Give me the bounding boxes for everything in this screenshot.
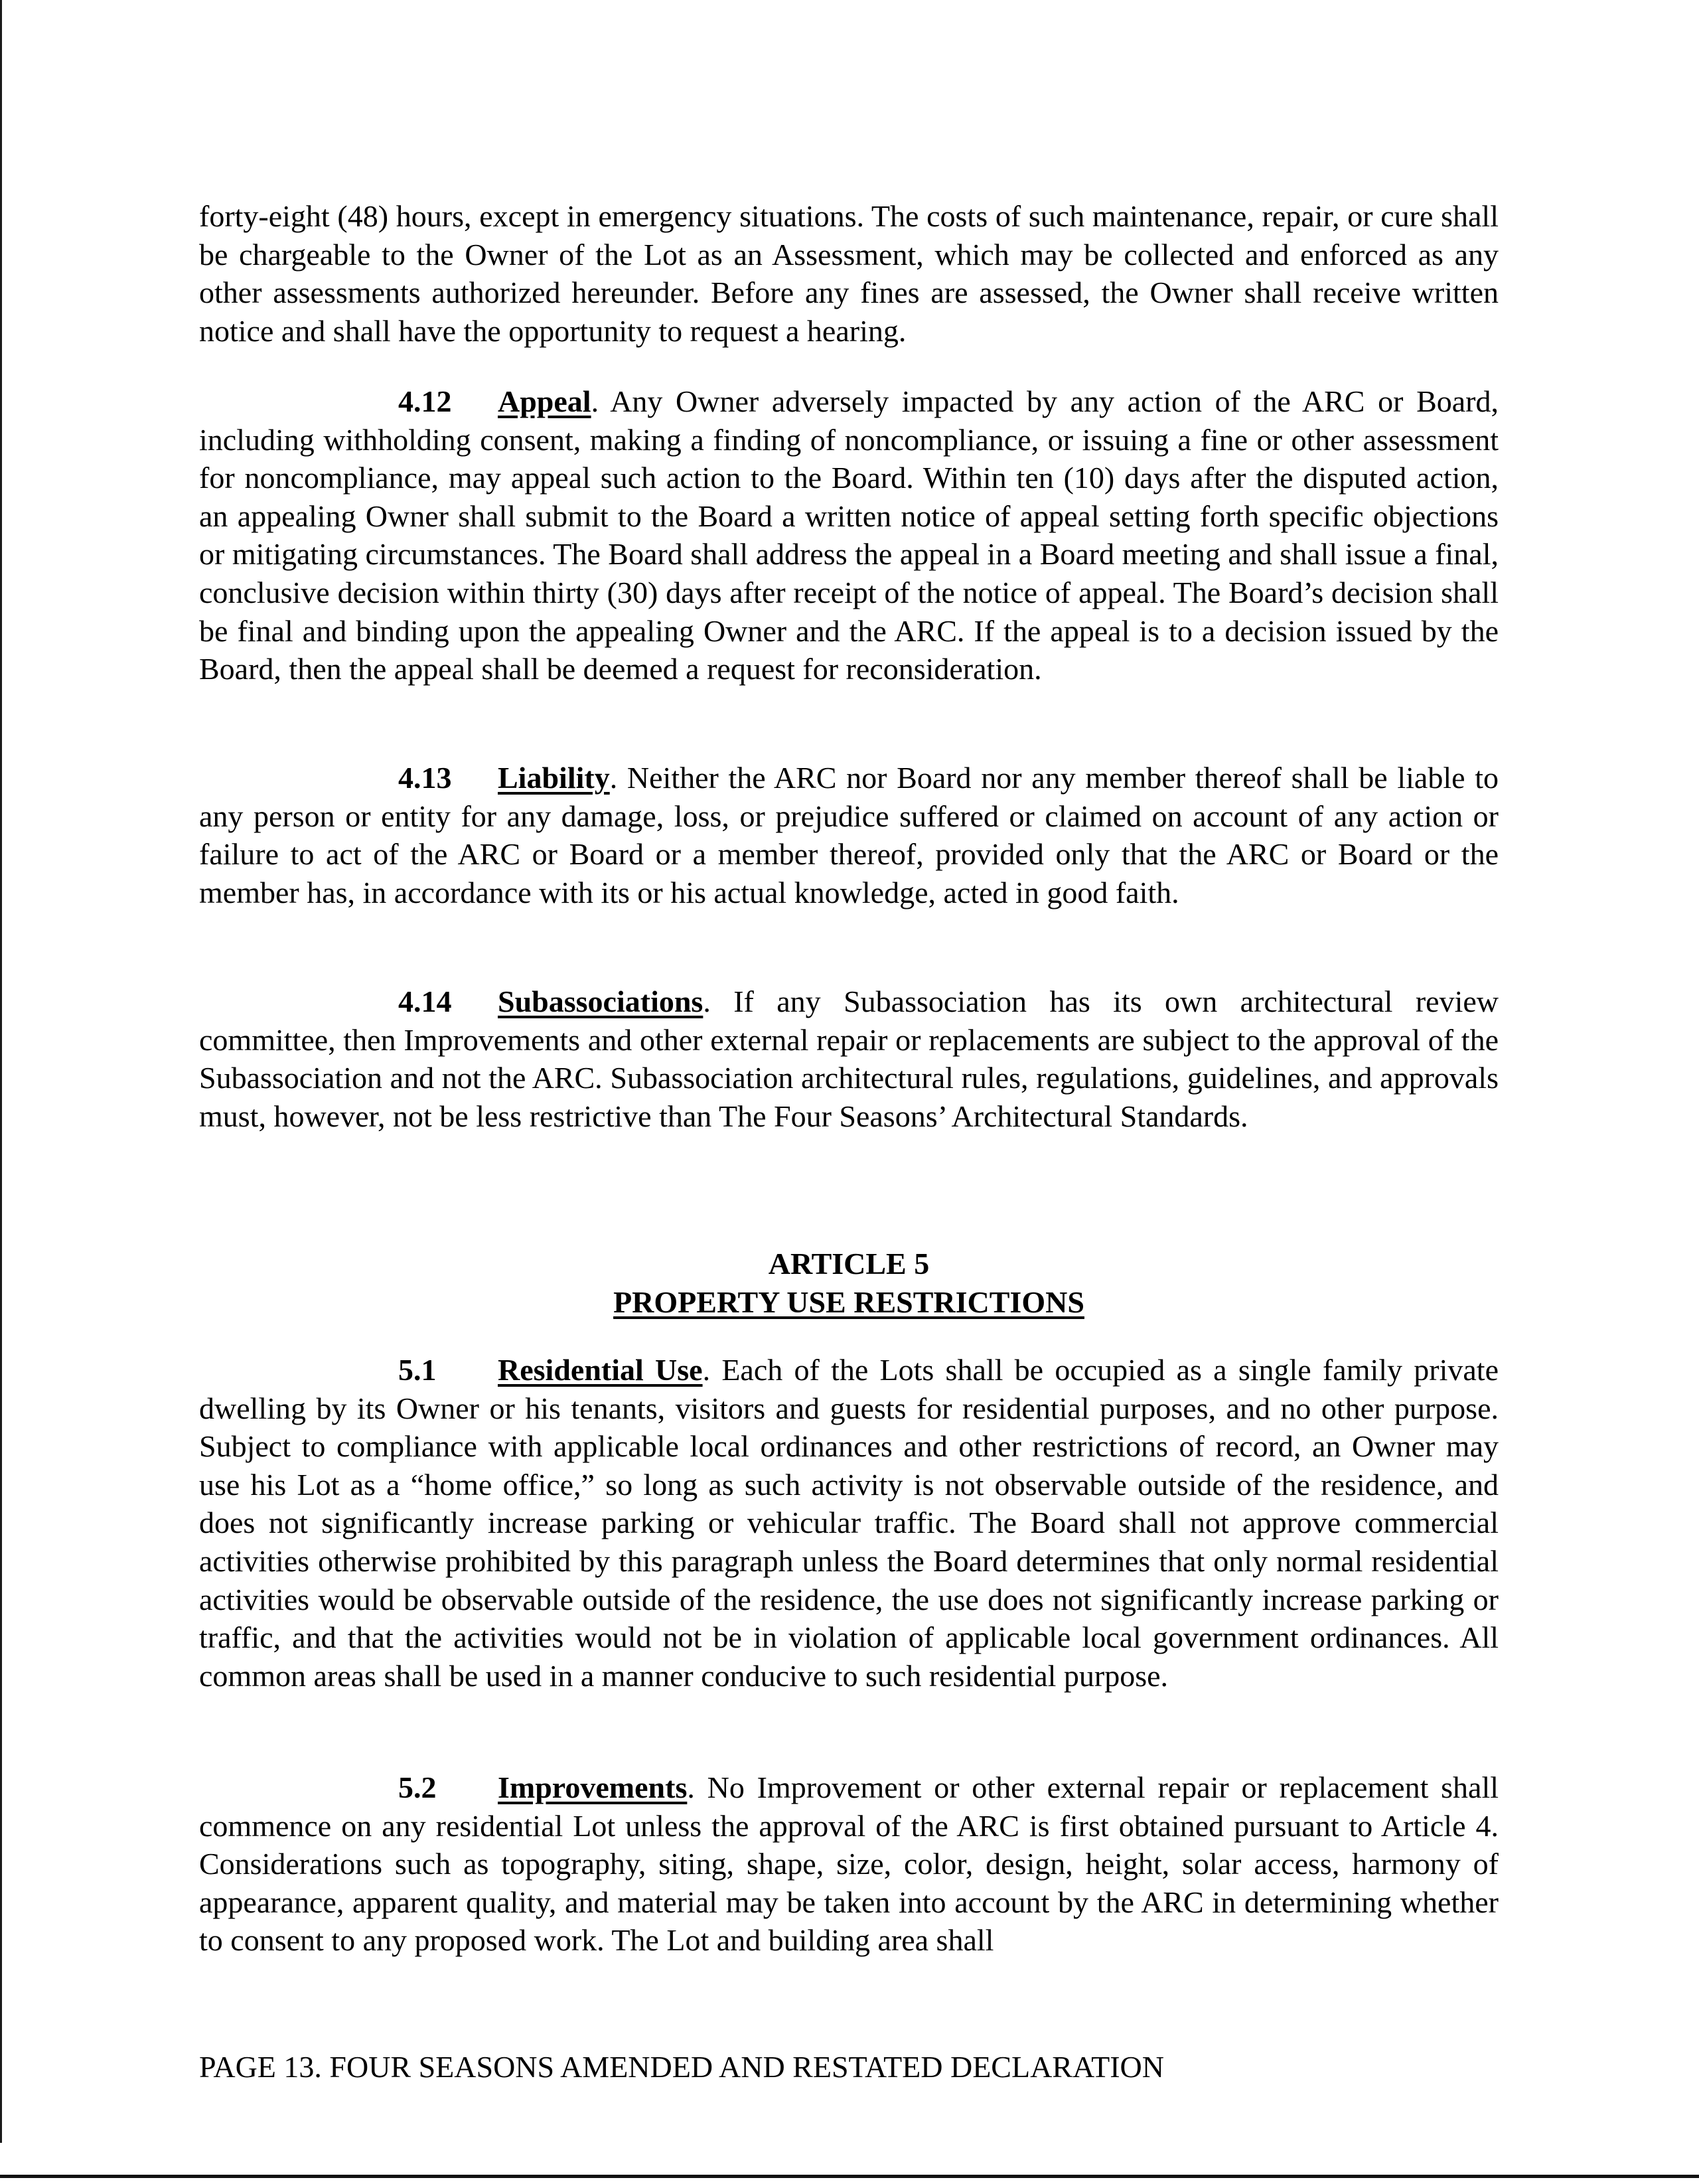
section-number: 4.14 bbox=[398, 984, 452, 1018]
section-body: . Any Owner adversely impacted by any action of the ARC or Board, including withholding consent, making a finding of noncompliance, or issuing a fine or other assessment for noncompliance, may appeal such action to the Board. Within ten (10) days after the disputed action, an appealing Owner shall submit to the Board a written notice of appeal setting forth specific objections or mitigating circumstances. The Board shall address the appeal in a Board meeting and shall issue a final, conclusive decision within thirty (30) days after receipt of the notice of appeal. The Board’s decision shall be final and binding upon the appealing Owner and the ARC. If the appeal is to a decision issued by the Board, then the appeal shall be deemed a request for reconsideration. bbox=[199, 384, 1499, 686]
section-4-12 bbox=[199, 382, 1499, 688]
article-heading bbox=[199, 1245, 1499, 1322]
section-number: 5.1 bbox=[398, 1353, 437, 1387]
section-body: . Each of the Lots shall be occupied as a single family private dwelling by its Owner or his tenants, visitors and guests for residential purposes, and no other purpose. Subject to compliance with applicable local ordinances and other restrictions of record, an Owner may use his Lot as a “home office,” so long as such activity is not observable outside of the residence, and does not significantly increase parking or vehicular traffic. The Board shall not approve commercial activities otherwise prohibited by this paragraph unless the Board determines that only normal residential activities would be observable outside of the residence, the use does not significantly increase parking or traffic, and that the activities would not be in violation of applicable local government ordinances. All common areas shall be used in a manner conducive to such residential purpose. bbox=[199, 1353, 1499, 1693]
section-5-2 bbox=[199, 1768, 1499, 1960]
article-title: PROPERTY USE RESTRICTIONS bbox=[613, 1285, 1084, 1319]
section-number: 5.2 bbox=[398, 1770, 437, 1804]
section-body: . Neither the ARC nor Board nor any member thereof shall be liable to any person or entity for any damage, loss, or prejudice suffered or claimed on account of any action or failure to act of the ARC or Board or a member thereof, provided only that the ARC or Board or the member has, in accordance with its or his actual knowledge, acted in good faith. bbox=[199, 761, 1499, 909]
section-body: . If any Subassociation has its own architectural review committee, then Improvements and other external repair or replacements are subject to the approval of the Subassociation and not the ARC. Subassociation architectural rules, regulations, guidelines, and approvals must, however, not be less restrictive than The Four Seasons’ Architectural Standards. bbox=[199, 984, 1499, 1133]
page-footer: PAGE 13. FOUR SEASONS AMENDED AND RESTATED DECLARATION bbox=[199, 2050, 1164, 2084]
section-title: Liability bbox=[498, 761, 610, 795]
section-title: Improvements bbox=[498, 1770, 688, 1804]
section-body: . No Improvement or other external repair or replacement shall commence on any residential Lot unless the approval of the ARC is first obtained pursuant to Article 4. Considerations such as topography, siting, shape, size, color, design, height, solar access, harmony of appearance, apparent quality, and material may be taken into account by the ARC in determining whether to consent to any proposed work. The Lot and building area shall bbox=[199, 1770, 1499, 1958]
continuation-paragraph: forty-eight (48) hours, except in emergency situations. The costs of such maintenance, repair, or cure shall be chargeable to the Owner of the Lot as an Assessment, which may be collected and enforced as any other assessments authorized hereunder. Before any fines are assessed, the Owner shall receive written notice and shall have the opportunity to request a hearing. bbox=[199, 199, 1499, 348]
section-title: Residential Use bbox=[498, 1353, 703, 1387]
section-5-1 bbox=[199, 1351, 1499, 1695]
page-edge-bottom bbox=[0, 2175, 1699, 2178]
section-number: 4.13 bbox=[398, 761, 452, 795]
section-title: Subassociations bbox=[498, 984, 703, 1018]
section-4-13 bbox=[199, 759, 1499, 911]
section-4-14 bbox=[199, 982, 1499, 1135]
section-number: 4.12 bbox=[398, 384, 452, 418]
article-label: ARTICLE 5 bbox=[768, 1247, 930, 1281]
section-title: Appeal bbox=[498, 384, 591, 418]
page-edge-left bbox=[0, 0, 2, 2143]
